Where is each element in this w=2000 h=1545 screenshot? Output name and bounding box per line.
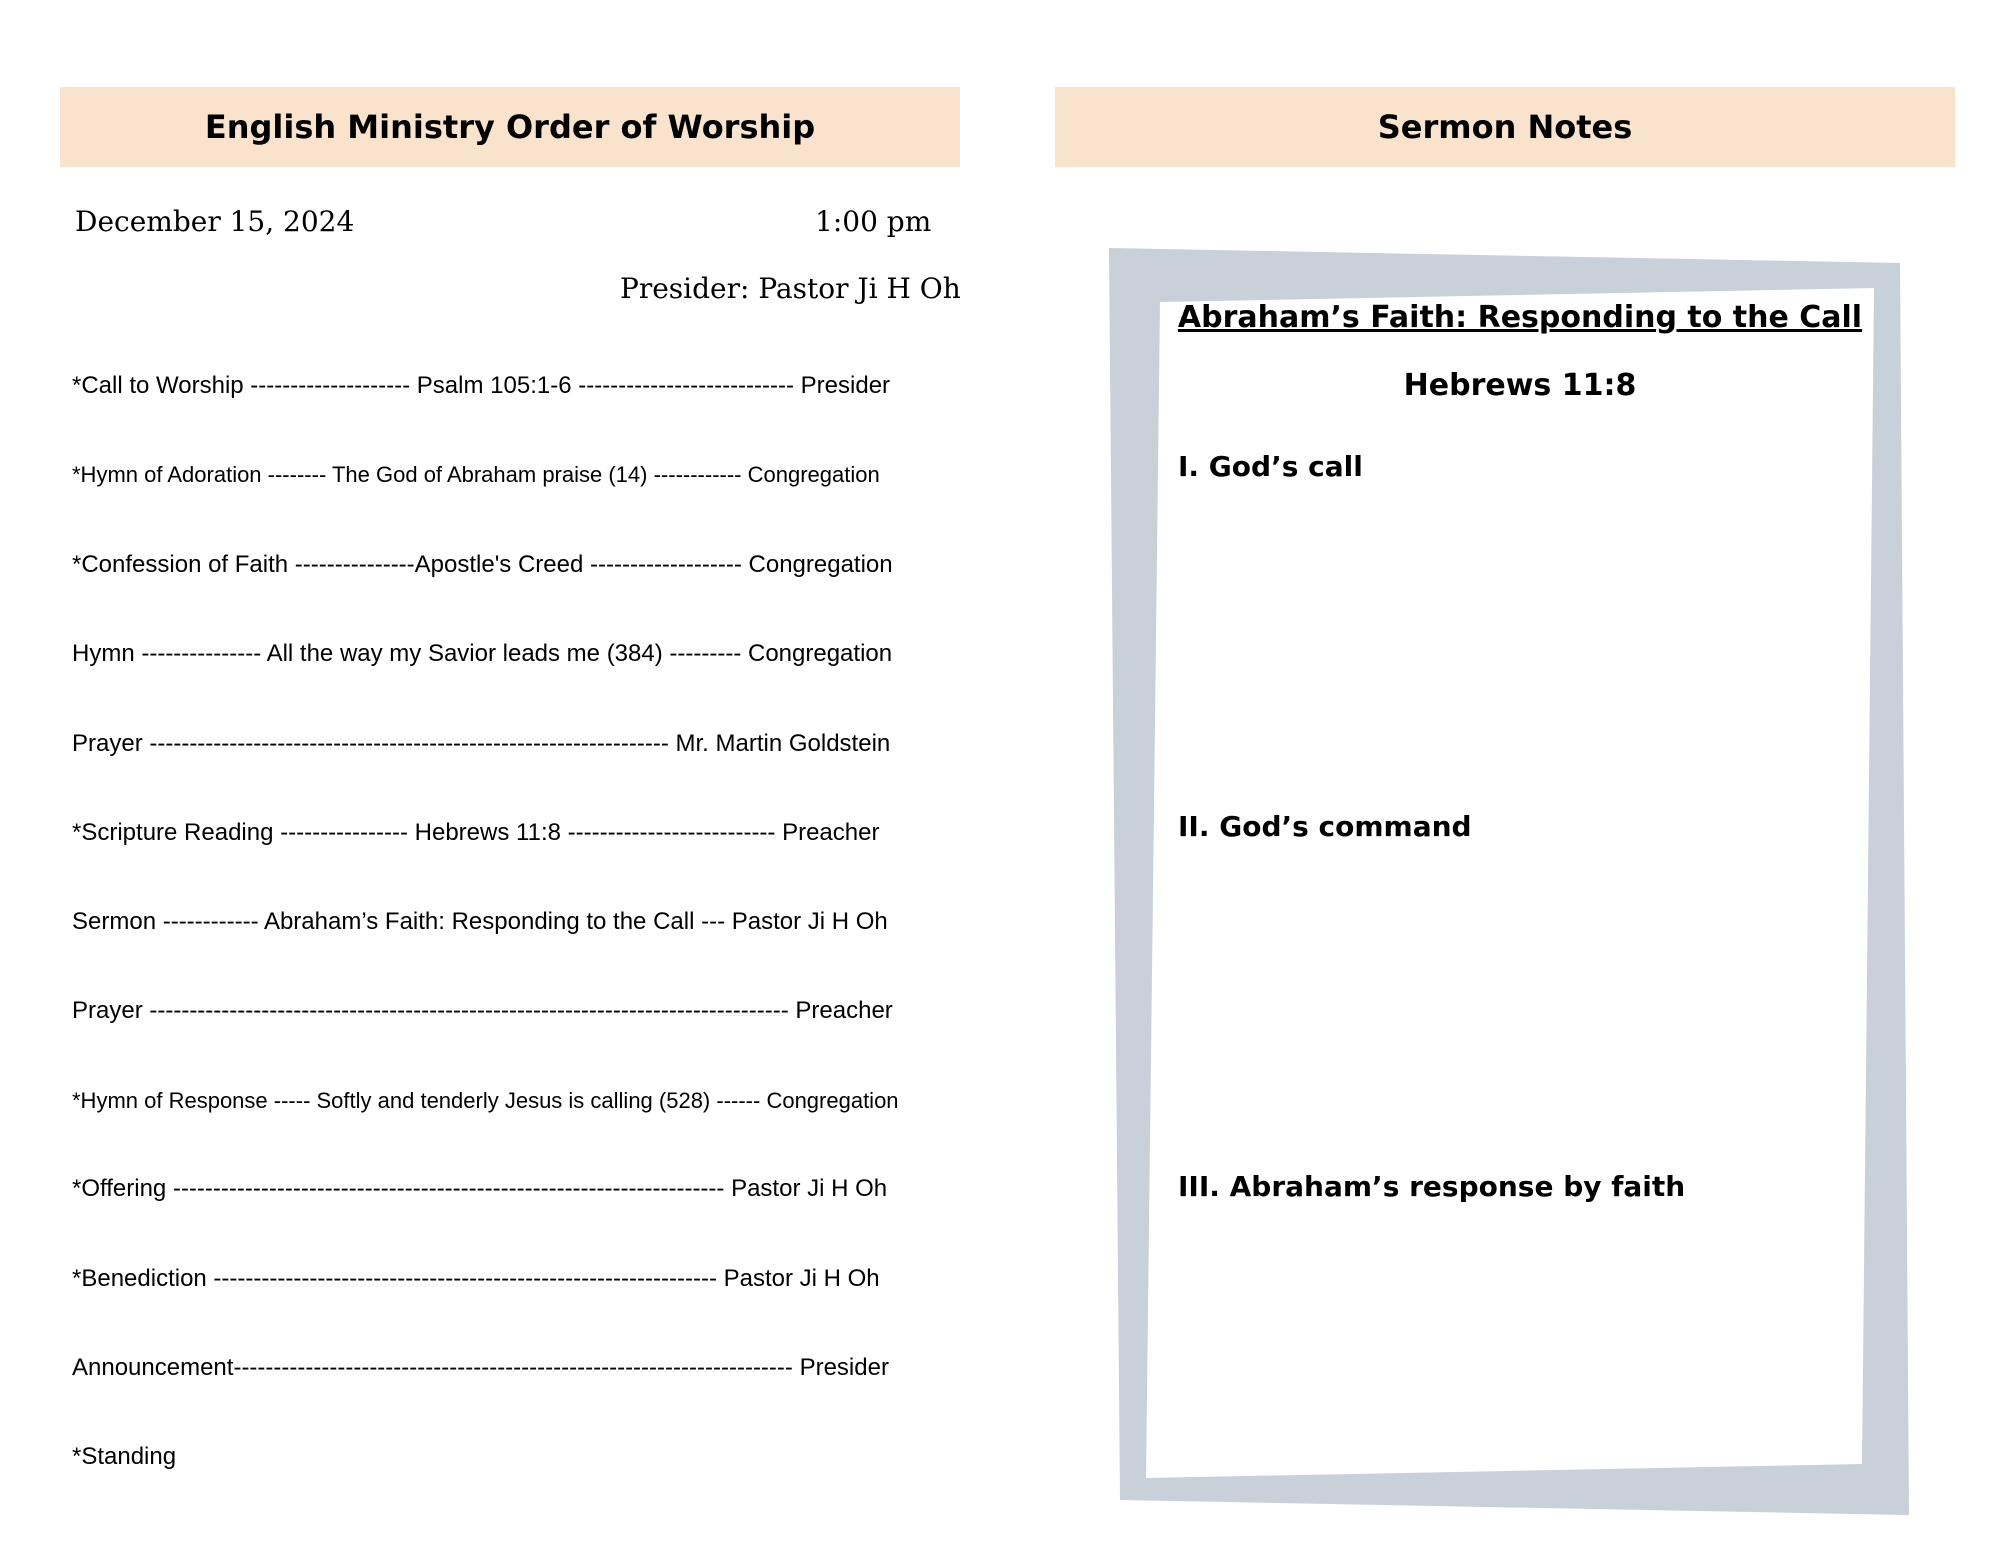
sermon-point-3: III. Abraham’s response by faith <box>1178 1170 1686 1203</box>
sermon-title: Abraham’s Faith: Responding to the Call <box>1177 300 1863 335</box>
order-item-hymn: Hymn --------------- All the way my Savior leads me (384) --------- Congregation <box>72 640 893 667</box>
order-item-announcement: Announcement---------------------------------------------------------------------- Presider <box>72 1354 889 1381</box>
order-item-hymn-of-adoration: *Hymn of Adoration -------- The God of Abraham praise (14) ------------ Congregation <box>72 462 880 487</box>
sermon-point-2: II. God’s command <box>1178 810 1472 843</box>
sermon-point-1: I. God’s call <box>1178 450 1363 483</box>
order-item-hymn-of-response: *Hymn of Response ----- Softly and tenderly Jesus is calling (528) ------ Congregation <box>72 1088 899 1113</box>
order-item-call-to-worship: *Call to Worship -------------------- Psalm 105:1-6 --------------------------- Presider <box>72 372 891 399</box>
presider-line: Presider: Pastor Ji H Oh <box>620 272 961 305</box>
service-time: 1:00 pm <box>815 205 932 238</box>
order-item-offering: *Offering --------------------------------------------------------------------- Pastor Ji H Oh <box>72 1175 888 1202</box>
standing-note: *Standing <box>72 1443 177 1470</box>
order-item-benediction: *Benediction --------------------------------------------------------------- Pastor Ji H Oh <box>72 1265 880 1292</box>
order-item-sermon: Sermon ------------ Abraham’s Faith: Responding to the Call --- Pastor Ji H Oh <box>72 908 888 935</box>
service-date: December 15, 2024 <box>75 205 355 238</box>
order-of-worship-title: English Ministry Order of Worship <box>204 108 816 146</box>
order-item-prayer: Prayer ----------------------------------------------------------------- Mr. Martin Goldstein <box>72 730 891 757</box>
sermon-notes-title: Sermon Notes <box>1377 108 1633 146</box>
order-item-scripture-reading: *Scripture Reading ---------------- Hebrews 11:8 -------------------------- Preacher <box>72 819 880 846</box>
order-item-prayer-2: Prayer -------------------------------------------------------------------------------- Preacher <box>72 997 893 1024</box>
scripture-reference: Hebrews 11:8 <box>1403 368 1637 403</box>
order-item-confession-of-faith: *Confession of Faith ---------------Apostle's Creed ------------------- Congregation <box>72 551 893 578</box>
